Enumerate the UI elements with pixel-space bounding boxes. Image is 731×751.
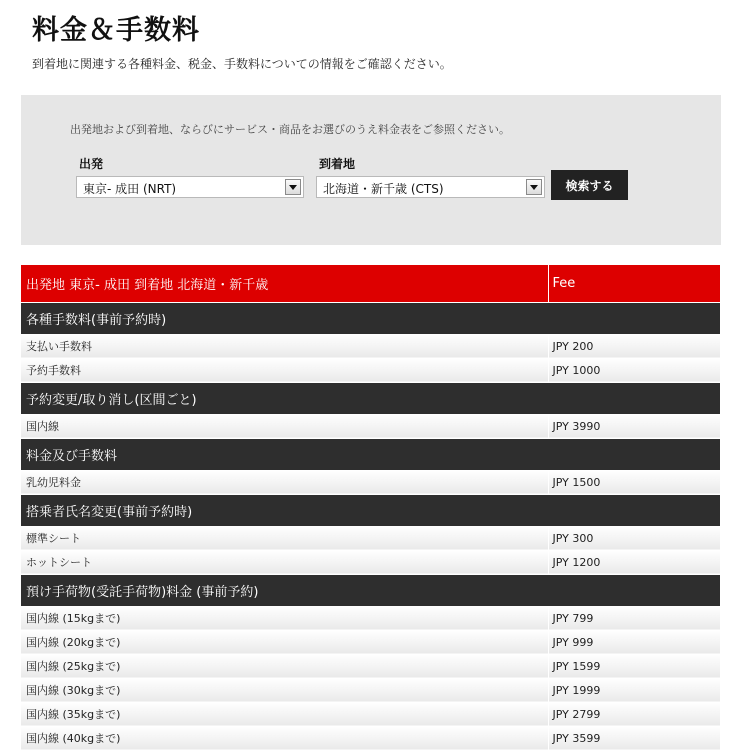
origin-select-value: 東京- 成田 (NRT): [83, 182, 177, 196]
chevron-down-icon[interactable]: [526, 179, 542, 195]
section-title: 預け手荷物(受託手荷物)料金 (事前予約): [21, 574, 720, 606]
fee-item-name: 標準シート: [21, 526, 548, 550]
table-row: [21, 526, 720, 550]
origin-select[interactable]: [76, 176, 304, 198]
fee-item-name: 予約手数料: [21, 358, 548, 382]
fee-amount: JPY 1000: [548, 358, 720, 382]
table-row: [21, 334, 720, 358]
fee-amount: JPY 799: [548, 606, 720, 630]
fee-item-name: 国内線 (25kgまで): [21, 654, 548, 678]
table-row: [21, 358, 720, 382]
table-row: [21, 726, 720, 750]
section-header-row: [21, 382, 720, 414]
section-header-row: [21, 574, 720, 606]
destination-label: 到着地: [319, 157, 356, 171]
table-row: [21, 606, 720, 630]
fee-amount: JPY 2799: [548, 702, 720, 726]
section-title: 搭乗者氏名変更(事前予約時): [21, 494, 720, 526]
destination-select-value: 北海道・新千歳 (CTS): [323, 182, 444, 196]
search-instructions: 出発地および到着地、ならびにサービス・商品をお選びのうえ料金表をご参照ください。: [70, 123, 510, 136]
fee-amount: JPY 1999: [548, 678, 720, 702]
page-title: 料金＆手数料: [32, 15, 200, 46]
chevron-down-icon[interactable]: [285, 179, 301, 195]
table-row: [21, 678, 720, 702]
fee-search-panel: [21, 95, 721, 245]
table-row: [21, 470, 720, 494]
fee-item-name: 国内線: [21, 414, 548, 438]
fee-amount: JPY 999: [548, 630, 720, 654]
origin-label: 出発: [79, 157, 104, 171]
table-row: [21, 654, 720, 678]
fee-amount: JPY 1200: [548, 550, 720, 574]
route-header: 出発地 東京- 成田 到着地 北海道・新千歳: [21, 265, 548, 302]
fee-item-name: 支払い手数料: [21, 334, 548, 358]
fee-amount: JPY 300: [548, 526, 720, 550]
fee-column-header: Fee: [548, 265, 720, 302]
fee-item-name: ホットシート: [21, 550, 548, 574]
section-header-row: [21, 494, 720, 526]
section-header-row: [21, 438, 720, 470]
fee-item-name: 国内線 (40kgまで): [21, 726, 548, 750]
section-header-row: [21, 302, 720, 334]
search-button[interactable]: 検索する: [551, 170, 628, 200]
table-row: [21, 550, 720, 574]
fee-item-name: 国内線 (30kgまで): [21, 678, 548, 702]
table-row: [21, 414, 720, 438]
fee-amount: JPY 200: [548, 334, 720, 358]
fee-table-header: [21, 265, 720, 302]
fee-item-name: 国内線 (15kgまで): [21, 606, 548, 630]
table-row: [21, 630, 720, 654]
fee-amount: JPY 1599: [548, 654, 720, 678]
fee-amount: JPY 3599: [548, 726, 720, 750]
fee-table-body: [21, 302, 720, 750]
section-title: 各種手数料(事前予約時): [21, 302, 720, 334]
fee-item-name: 国内線 (35kgまで): [21, 702, 548, 726]
fee-amount: JPY 3990: [548, 414, 720, 438]
destination-select[interactable]: [316, 176, 545, 198]
fee-amount: JPY 1500: [548, 470, 720, 494]
table-row: [21, 702, 720, 726]
fee-item-name: 国内線 (20kgまで): [21, 630, 548, 654]
page-description: 到着地に関連する各種料金、税金、手数料についての情報をご確認ください。: [32, 57, 452, 71]
section-title: 料金及び手数料: [21, 438, 720, 470]
fee-item-name: 乳幼児料金: [21, 470, 548, 494]
fee-table: [21, 265, 720, 750]
section-title: 予約変更/取り消し(区間ごと): [21, 382, 720, 414]
